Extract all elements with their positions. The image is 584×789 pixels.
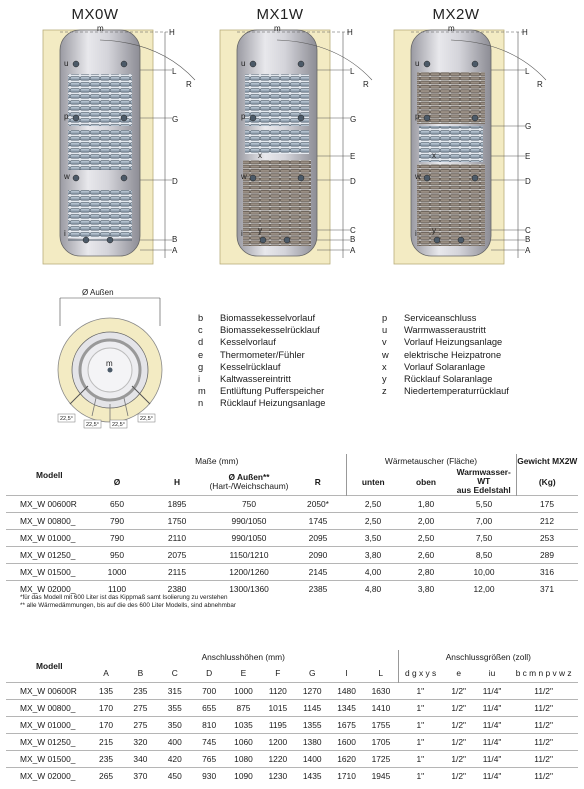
legend-left [198,312,325,410]
legend-item: c Biomassekesselrücklauf [198,325,320,336]
legend-right [382,312,509,397]
table-row: MX_W 01500_ 235 340 420 765 1080 1220 1400 1620 1725 1" 1/2" 11/4" 11/2" [6,750,578,767]
tank-title-mx0w: MX0W [71,6,119,23]
tank-mx2w [394,30,504,264]
svg-text:D: D [525,177,531,186]
svg-text:x: x [432,151,436,160]
legend-item: x Vorlauf Solaranlage [382,361,486,372]
svg-text:u: u [64,59,69,68]
col-model2: Modell [36,660,63,671]
legend-item: i Kaltwassereintritt [198,373,291,384]
svg-text:G: G [172,115,179,124]
col-waerme: Wärmetauscher (Fläche) [346,454,516,468]
svg-text:E: E [350,152,356,161]
tank-title-mx1w: MX1W [256,6,304,23]
tank-top-view [30,286,170,438]
table-row: MX_W 01250_ 215 320 400 745 1060 1200 1380 1600 1705 1" 1/2" 11/4" 11/2" [6,733,578,750]
legend-item: d Kesselvorlauf [198,337,276,348]
footnote-2: ** alle Wärmedämmungen, bis auf die des 600 Liter Modells, sind abnehmbar [20,602,236,609]
svg-text:y: y [432,226,436,235]
legend-item: z Niedertemperaturrücklauf [382,386,509,397]
table-row: MX_W 01250_ 950 2075 1150/1210 2090 3,80 2,60 8,50 289 [6,547,578,564]
connections-table: Modell Anschlusshöhen (mm) Anschlussgrößen (zoll) A B C D E F G I L d g x y s e iu b c m n p v w z MX_W 00600R 135 235 315 700 1000 1120 1270 1480 1630 1" 1/2" 11/4" 11/2" MX_W 00800_ 170 275 355 655 875 1015 1145 1345 1410 1" 1/2" 11/4" 11/2" MX_W 01000_ 170 275 350 810 1035 1195 1355 1675 1755 1" 1/2" 11/4" 11/2" MX_W 01250_ 215 320 400 745 1060 1200 1380 1600 1705 1" 1/2" 11/4" 11/2" MX_W 01500_ 235 340 420 765 1080 1220 1400 1620 1725 1" 1/2" 11/4" 11/2" MX_W 02000_ 265 370 450 930 1090 1230 1435 1710 1945 1" 1/2" 11/4" 11/2" [6,650,578,784]
legend-item: n Rücklauf Heizungsanlage [198,398,326,409]
label-m-mx2w: m [448,24,455,33]
svg-text:w: w [64,172,70,181]
svg-text:y: y [258,226,262,235]
label-h-mx0w: H [169,28,175,37]
svg-text:A: A [350,246,356,255]
svg-text:L: L [350,67,355,76]
table-row: MX_W 01500_ 1000 2115 1200/1260 2145 4,00 2,80 10,00 316 [6,564,578,581]
label-h-mx1w: H [347,28,353,37]
legend-item: p Serviceanschluss [382,313,477,323]
tank-drawings [0,22,584,274]
legend-item: w elektrische Heizpatrone [382,349,502,360]
label-m-mx1w: m [274,24,281,33]
legend-item: v Vorlauf Heizungsanlage [382,337,503,348]
table-row: MX_W 02000_ 265 370 450 930 1090 1230 1435 1710 1945 1" 1/2" 11/4" 11/2" [6,767,578,784]
svg-text:i: i [64,229,66,238]
svg-text:C: C [350,226,356,235]
footnote-1: *für das Modell mit 600 Liter ist das Kippmaß samt Isolierung zu verstehen [20,594,228,601]
svg-text:E: E [525,152,531,161]
svg-text:D: D [172,177,178,186]
svg-text:A: A [525,246,531,255]
label-r-mx1w: R [363,80,369,89]
table-row: MX_W 02000_ 1100 2380 1300/1360 2385 4,80 3,80 12,00 371 [6,581,578,598]
svg-text:G: G [525,122,532,131]
table-row: MX_W 00800_ 170 275 355 655 875 1015 1145 1345 1410 1" 1/2" 11/4" 11/2" [6,699,578,716]
table-row: MX_W 00800_ 790 1750 990/1050 1745 2,50 2,00 7,00 212 [6,513,578,530]
svg-text:p: p [64,112,69,121]
col-gewicht: Gewicht MX2W [517,456,578,466]
svg-text:p: p [241,112,246,121]
svg-text:22,5°: 22,5° [112,422,125,428]
svg-text:B: B [350,235,356,244]
svg-text:u: u [241,59,246,68]
svg-text:w: w [415,172,421,181]
table-row: MX_W 00600R 650 1895 750 2050* 2,50 1,80 5,50 175 [6,496,578,513]
svg-text:22,5°: 22,5° [86,422,99,428]
col-masse: Maße (mm) [195,456,239,466]
svg-text:22,5°: 22,5° [60,416,73,422]
tank-mx0w [43,30,153,264]
tank-title-mx2w: MX2W [432,6,480,23]
table-row: MX_W 00600R 135 235 315 700 1000 1120 1270 1480 1630 1" 1/2" 11/4" 11/2" [6,682,578,699]
label-r-mx0w: R [186,80,192,89]
legend-item: e Thermometer/Fühler [198,349,305,360]
svg-text:D: D [350,177,356,186]
svg-text:22,5°: 22,5° [140,416,153,422]
svg-text:w: w [241,172,247,181]
legend-item: y Rücklauf Solaranlage [382,373,493,384]
svg-text:G: G [350,115,357,124]
col-groessen: Anschlussgrößen (zoll) [398,650,578,664]
legend-item: b Biomassekesselvorlauf [198,313,316,323]
col-model: Modell [36,469,63,480]
svg-text:B: B [525,235,531,244]
table-row: MX_W 01000_ 790 2110 990/1050 2095 3,50 2,50 7,50 253 [6,530,578,547]
svg-text:p: p [415,112,420,121]
svg-text:B: B [172,235,178,244]
svg-text:A: A [172,246,178,255]
legend-item: g Kesselrücklauf [198,361,281,372]
svg-text:u: u [415,59,420,68]
dimensions-table: Modell Maße (mm) Wärmetauscher (Fläche) Gewicht MX2W Ø H Ø Außen** (Hart-/Weichschaum) R unten oben Warmwasser-WT aus Edelstahl (Kg) MX_W 00600R 650 1895 750 2050* 2,50 1,80 5,50 175 MX_W 00800_ 790 1750 990/1050 1745 2,50 2,00 7,00 212 MX_W 01000_ 790 2110 990/1050 2095 3,50 2,50 7,50 253 MX_W 01250_ 950 2075 1150/1210 2090 3,80 2,60 8,50 289 MX_W 01500_ 1000 2115 1200/1260 2145 4,00 2,80 10,00 316 MX_W 02000_ 1100 2380 1300/1360 2385 4,80 3,80 12,00 371 [6,454,578,597]
svg-text:x: x [258,151,262,160]
legend-item: m Entlüftung Pufferspeicher [198,386,325,397]
col-hoehen: Anschlusshöhen (mm) [201,652,285,662]
svg-text:m: m [106,359,113,368]
label-r-mx2w: R [537,80,543,89]
svg-text:L: L [172,67,177,76]
legend-item: u Warmwasseraustritt [382,325,486,336]
label-m-mx0w: m [97,24,104,33]
label-h-mx2w: H [522,28,528,37]
tank-mx1w [220,30,330,264]
topview-title: Ø Außen [82,288,114,297]
svg-text:i: i [241,229,243,238]
table-row: MX_W 01000_ 170 275 350 810 1035 1195 1355 1675 1755 1" 1/2" 11/4" 11/2" [6,716,578,733]
svg-text:C: C [525,226,531,235]
svg-text:L: L [525,67,530,76]
svg-text:i: i [415,229,417,238]
